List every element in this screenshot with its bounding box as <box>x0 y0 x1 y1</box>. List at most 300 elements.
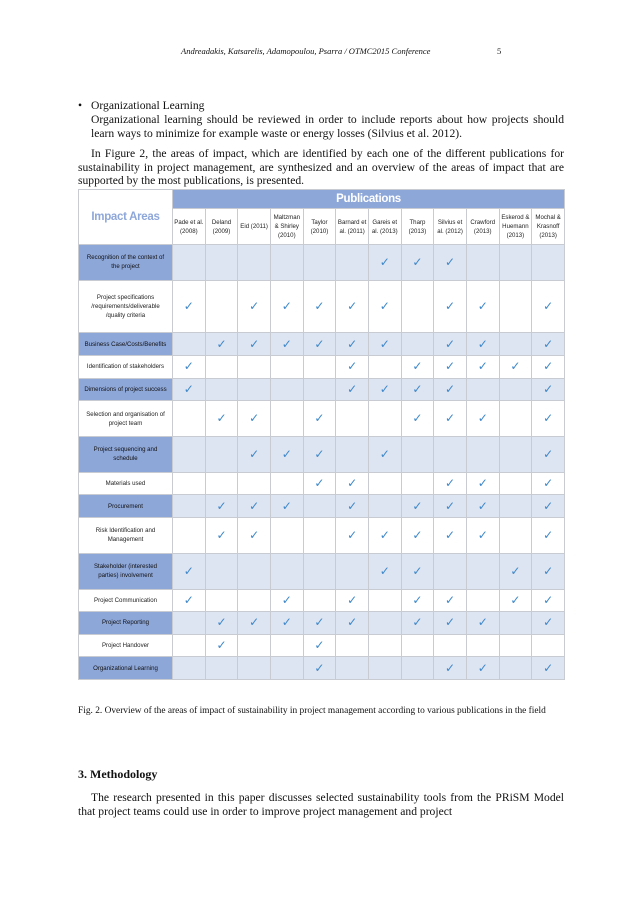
table-cell <box>434 437 467 473</box>
checkmark-icon: ✓ <box>183 299 194 314</box>
table-cell <box>336 657 369 680</box>
table-cell <box>532 333 565 356</box>
table-cell <box>205 472 238 495</box>
impact-area-label-line: Procurement <box>108 502 143 510</box>
table-cell <box>205 634 238 657</box>
table-cell <box>368 378 401 401</box>
impact-area-label <box>79 437 173 473</box>
table-cell <box>205 517 238 553</box>
checkmark-icon: ✓ <box>543 381 554 396</box>
running-title: Andreadakis, Katsarelis, Adamopoulou, Psarra / OTMC2015 Conference <box>181 46 431 56</box>
table-cell <box>336 356 369 379</box>
table-cell <box>499 437 532 473</box>
column-header-line: (2013) <box>473 227 492 235</box>
checkmark-icon: ✓ <box>543 299 554 314</box>
table-cell <box>499 657 532 680</box>
column-header-line: Taylor <box>311 218 328 226</box>
table-cell <box>532 517 565 553</box>
column-header-line: Deland <box>211 218 232 226</box>
column-header <box>368 209 401 245</box>
table-cell <box>270 495 303 518</box>
checkmark-icon: ✓ <box>412 563 423 578</box>
table-cell <box>532 245 565 281</box>
table-cell <box>466 401 499 437</box>
checkmark-icon: ✓ <box>445 660 456 675</box>
checkmark-icon: ✓ <box>445 381 456 396</box>
table-cell <box>368 517 401 553</box>
checkmark-icon: ✓ <box>183 359 194 374</box>
table-cell <box>434 280 467 333</box>
table-body <box>79 245 565 680</box>
page-number: 5 <box>497 46 502 56</box>
table-cell <box>466 657 499 680</box>
table-cell <box>499 517 532 553</box>
checkmark-icon: ✓ <box>249 299 260 314</box>
table-cell <box>466 612 499 635</box>
table-cell <box>434 472 467 495</box>
impact-area-label-line: Project Reporting <box>101 619 150 627</box>
checkmark-icon: ✓ <box>249 336 260 351</box>
column-header-line: Eskerod & <box>501 214 530 221</box>
table-cell <box>238 634 271 657</box>
table-cell <box>270 356 303 379</box>
table-cell <box>466 437 499 473</box>
table-cell <box>173 437 206 473</box>
table-cell <box>205 495 238 518</box>
table-cell <box>466 472 499 495</box>
table-cell <box>303 245 336 281</box>
checkmark-icon: ✓ <box>412 359 423 374</box>
table-cell <box>368 245 401 281</box>
table-cell <box>368 280 401 333</box>
impact-area-label <box>79 245 173 281</box>
running-header <box>0 46 638 60</box>
bullet-title: Organizational Learning <box>91 99 205 112</box>
checkmark-icon: ✓ <box>445 299 456 314</box>
table-cell <box>173 280 206 333</box>
table-cell <box>401 378 434 401</box>
checkmark-icon: ✓ <box>445 498 456 513</box>
impact-area-label <box>79 634 173 657</box>
checkmark-icon: ✓ <box>347 299 358 314</box>
table-cell <box>532 553 565 589</box>
table-cell <box>238 495 271 518</box>
impact-area-label-line: schedule <box>113 455 138 463</box>
column-header <box>466 209 499 245</box>
table-cell <box>173 401 206 437</box>
table-cell <box>532 657 565 680</box>
column-header-line: (2008) <box>180 227 198 235</box>
column-header-line: (2010) <box>310 227 329 235</box>
checkmark-icon: ✓ <box>379 446 390 461</box>
table-cell <box>336 401 369 437</box>
column-header-line: Pade et al. <box>174 218 204 226</box>
table-cell <box>303 333 336 356</box>
impact-area-label <box>79 589 173 612</box>
impact-area-label-line: the project <box>111 263 140 271</box>
table-row <box>79 612 565 635</box>
table-cell <box>205 437 238 473</box>
column-header-line: al. (2013) <box>371 227 398 235</box>
table-cell <box>173 378 206 401</box>
table-cell <box>434 553 467 589</box>
column-header <box>434 209 467 245</box>
table-cell <box>368 634 401 657</box>
table-cell <box>270 517 303 553</box>
table-cell <box>532 280 565 333</box>
table-cell <box>434 378 467 401</box>
table-cell <box>368 495 401 518</box>
impact-area-label <box>79 356 173 379</box>
table-cell <box>205 612 238 635</box>
column-header-line: (2010) <box>277 232 296 239</box>
table-cell <box>368 401 401 437</box>
table-row <box>79 356 565 379</box>
checkmark-icon: ✓ <box>379 254 390 269</box>
impact-area-label-line: project team <box>108 419 143 427</box>
checkmark-icon: ✓ <box>216 527 227 542</box>
column-header-line: Mochal & <box>535 214 561 221</box>
table-cell <box>205 280 238 333</box>
table-cell <box>368 589 401 612</box>
table-cell <box>336 472 369 495</box>
impact-area-label-line: parties) involvement <box>98 572 153 580</box>
table-cell <box>173 657 206 680</box>
table-cell <box>303 634 336 657</box>
checkmark-icon: ✓ <box>183 592 194 607</box>
table-cell <box>401 589 434 612</box>
table-cell <box>205 333 238 356</box>
bullet-paragraph: Organizational learning should be reviewed in order to include reports about how projects should learn ways to minimize for example waste or energy losses (Silvius et al. 2012). <box>91 113 564 140</box>
impact-area-label-line: /requirements/deliverable <box>91 303 160 311</box>
table-cell <box>466 356 499 379</box>
table-cell <box>532 378 565 401</box>
checkmark-icon: ✓ <box>183 563 194 578</box>
table-cell <box>173 356 206 379</box>
column-header-line: Crawford <box>470 218 496 226</box>
table-cell <box>499 634 532 657</box>
checkmark-icon: ✓ <box>281 446 292 461</box>
checkmark-icon: ✓ <box>249 446 260 461</box>
checkmark-icon: ✓ <box>445 527 456 542</box>
table-cell <box>205 553 238 589</box>
table-cell <box>368 553 401 589</box>
table-row <box>79 553 565 589</box>
table-cell <box>336 245 369 281</box>
impact-area-label-line: Project specifications <box>96 294 155 302</box>
table-cell <box>205 657 238 680</box>
column-header <box>303 209 336 245</box>
table-cell <box>303 553 336 589</box>
column-header <box>532 209 565 245</box>
table-cell <box>336 495 369 518</box>
table-cell <box>466 589 499 612</box>
impact-area-label <box>79 553 173 589</box>
table-cell <box>434 356 467 379</box>
impact-area-label-line: Recognition of the context of <box>86 254 165 262</box>
table-cell <box>401 634 434 657</box>
checkmark-icon: ✓ <box>314 638 325 652</box>
impact-area-label <box>79 495 173 518</box>
table-cell <box>336 333 369 356</box>
checkmark-icon: ✓ <box>445 336 456 351</box>
checkmark-icon: ✓ <box>412 411 423 426</box>
impact-area-label <box>79 612 173 635</box>
table-cell <box>238 553 271 589</box>
table-cell <box>173 333 206 356</box>
table-cell <box>238 378 271 401</box>
checkmark-icon: ✓ <box>249 411 260 426</box>
table-cell <box>173 589 206 612</box>
table-cell <box>434 495 467 518</box>
checkmark-icon: ✓ <box>543 563 554 578</box>
table-cell <box>303 437 336 473</box>
checkmark-icon: ✓ <box>347 527 358 542</box>
impact-area-label-line: Stakeholder (interested <box>93 563 157 571</box>
impact-area-label-line: Organizational Learning <box>93 664 158 672</box>
column-header-line: (2013) <box>539 232 557 239</box>
checkmark-icon: ✓ <box>379 299 390 314</box>
table-cell <box>303 472 336 495</box>
checkmark-icon: ✓ <box>347 498 358 513</box>
checkmark-icon: ✓ <box>445 592 456 607</box>
table-cell <box>368 437 401 473</box>
table-cell <box>532 401 565 437</box>
table-cell <box>434 245 467 281</box>
figure-caption: Fig. 2. Overview of the areas of impact of sustainability in project management according to various publications in the field <box>78 706 546 716</box>
table-row <box>79 517 565 553</box>
checkmark-icon: ✓ <box>379 381 390 396</box>
column-header <box>336 209 369 245</box>
checkmark-icon: ✓ <box>543 476 554 491</box>
checkmark-icon: ✓ <box>314 336 325 351</box>
table-cell <box>270 589 303 612</box>
checkmark-icon: ✓ <box>477 359 488 374</box>
column-header-line: Maltzman <box>273 214 300 221</box>
checkmark-icon: ✓ <box>379 336 390 351</box>
checkmark-icon: ✓ <box>510 563 521 578</box>
column-header-line: al. (2011) <box>339 227 365 235</box>
checkmark-icon: ✓ <box>543 336 554 351</box>
table-cell <box>499 472 532 495</box>
table-cell <box>532 612 565 635</box>
impact-area-label-line: Selection and organisation of <box>86 410 165 418</box>
column-header-line: (2013) <box>506 232 525 239</box>
table-cell <box>434 612 467 635</box>
table-cell <box>205 401 238 437</box>
checkmark-icon: ✓ <box>445 615 456 630</box>
table-cell <box>173 517 206 553</box>
checkmark-icon: ✓ <box>477 660 488 675</box>
checkmark-icon: ✓ <box>412 254 423 269</box>
checkmark-icon: ✓ <box>445 254 456 269</box>
checkmark-icon: ✓ <box>477 615 488 630</box>
table-cell <box>303 517 336 553</box>
impact-area-label-line: Management <box>107 536 144 544</box>
table-cell <box>434 401 467 437</box>
table-cell <box>401 333 434 356</box>
table-cell <box>499 280 532 333</box>
checkmark-icon: ✓ <box>412 498 423 513</box>
table-row <box>79 657 565 680</box>
impact-area-label-line: Business Case/Costs/Benefits <box>84 340 167 348</box>
table-cell <box>499 589 532 612</box>
table-cell <box>434 333 467 356</box>
checkmark-icon: ✓ <box>510 359 521 374</box>
impact-area-label <box>79 333 173 356</box>
table-cell <box>499 495 532 518</box>
table-row <box>79 245 565 281</box>
checkmark-icon: ✓ <box>216 638 227 652</box>
checkmark-icon: ✓ <box>543 446 554 461</box>
checkmark-icon: ✓ <box>314 446 325 461</box>
checkmark-icon: ✓ <box>249 527 260 542</box>
table-cell <box>499 553 532 589</box>
checkmark-icon: ✓ <box>379 563 390 578</box>
column-header <box>205 209 238 245</box>
checkmark-icon: ✓ <box>543 615 554 630</box>
table-cell <box>401 612 434 635</box>
checkmark-icon: ✓ <box>477 498 488 513</box>
table-cell <box>238 437 271 473</box>
table-cell <box>401 495 434 518</box>
checkmark-icon: ✓ <box>347 381 358 396</box>
checkmark-icon: ✓ <box>445 476 456 491</box>
table-cell <box>466 634 499 657</box>
impact-area-label-line: /quality criteria <box>105 312 146 320</box>
checkmark-icon: ✓ <box>543 411 554 426</box>
impact-area-label-line: Dimensions of project success <box>84 385 167 393</box>
table-cell <box>368 657 401 680</box>
table-cell <box>336 437 369 473</box>
table-cell <box>401 280 434 333</box>
column-header-line: Silvius et <box>437 218 463 226</box>
table-cell <box>336 517 369 553</box>
table-cell <box>532 437 565 473</box>
table-cell <box>532 472 565 495</box>
table-cell <box>173 612 206 635</box>
intro-paragraph: In Figure 2, the areas of impact, which are identified by each one of the different publications for sustainability in project management, are synthesized and an overview of the areas of impact that are supported by the most publications, is presented. <box>78 147 564 188</box>
table-cell <box>173 245 206 281</box>
column-header <box>173 209 206 245</box>
table-cell <box>466 495 499 518</box>
impact-area-label-line: Materials used <box>105 480 146 488</box>
impact-areas-header: Impact Areas <box>79 190 173 245</box>
section-paragraph: The research presented in this paper discusses selected sustainability tools from the PRiSM Model that project teams could use in order to improve project management and project <box>78 791 564 818</box>
column-header-line: al. (2012) <box>437 227 463 235</box>
section-title: 3. Methodology <box>78 767 158 781</box>
table-cell <box>532 495 565 518</box>
table-cell <box>238 333 271 356</box>
checkmark-icon: ✓ <box>281 498 292 513</box>
checkmark-icon: ✓ <box>347 476 358 491</box>
column-header-line: Barnard et <box>337 218 367 226</box>
checkmark-icon: ✓ <box>477 299 488 314</box>
table-cell <box>173 553 206 589</box>
table-cell <box>270 280 303 333</box>
table-row <box>79 472 565 495</box>
table-row <box>79 634 565 657</box>
table-row <box>79 378 565 401</box>
table-cell <box>368 612 401 635</box>
checkmark-icon: ✓ <box>249 615 260 630</box>
table-cell <box>238 280 271 333</box>
table-cell <box>238 517 271 553</box>
impact-area-label <box>79 657 173 680</box>
table-cell <box>499 378 532 401</box>
table-cell <box>336 589 369 612</box>
table-row <box>79 589 565 612</box>
table-cell <box>434 589 467 612</box>
impact-area-label-line: Project sequencing and <box>93 446 158 454</box>
table-cell <box>401 437 434 473</box>
checkmark-icon: ✓ <box>412 527 423 542</box>
impact-area-label-line: Identification of stakeholders <box>86 363 165 371</box>
table-cell <box>466 333 499 356</box>
checkmark-icon: ✓ <box>543 527 554 542</box>
column-header-line: Eid (2011) <box>240 223 268 230</box>
table-cell <box>303 589 336 612</box>
table-cell <box>466 378 499 401</box>
publications-header: Publications <box>173 190 565 209</box>
impact-areas-table <box>78 189 565 680</box>
table-cell <box>401 472 434 495</box>
table-cell <box>238 657 271 680</box>
column-header-line: Gareis et <box>372 218 398 226</box>
table-cell <box>368 472 401 495</box>
column-header-line: (2009) <box>212 227 231 235</box>
table-cell <box>303 280 336 333</box>
impact-area-label <box>79 401 173 437</box>
table-cell <box>401 517 434 553</box>
column-header-line: (2013) <box>408 227 427 235</box>
table-cell <box>466 553 499 589</box>
checkmark-icon: ✓ <box>281 336 292 351</box>
table-cell <box>173 472 206 495</box>
checkmark-icon: ✓ <box>281 299 292 314</box>
table-cell <box>401 356 434 379</box>
checkmark-icon: ✓ <box>543 660 554 675</box>
table-cell <box>336 378 369 401</box>
checkmark-icon: ✓ <box>477 411 488 426</box>
table-cell <box>303 495 336 518</box>
table-cell <box>303 378 336 401</box>
checkmark-icon: ✓ <box>347 359 358 374</box>
checkmark-icon: ✓ <box>314 615 325 630</box>
checkmark-icon: ✓ <box>543 359 554 374</box>
checkmark-icon: ✓ <box>347 615 358 630</box>
bullet-dot: • <box>78 99 83 112</box>
table-cell <box>238 612 271 635</box>
table-cell <box>401 401 434 437</box>
checkmark-icon: ✓ <box>412 381 423 396</box>
table-cell <box>401 657 434 680</box>
table-cell <box>238 356 271 379</box>
checkmark-icon: ✓ <box>216 411 227 426</box>
column-header-line: & Shirley <box>274 223 299 230</box>
table-cell <box>532 589 565 612</box>
table-row <box>79 333 565 356</box>
impact-area-label <box>79 517 173 553</box>
checkmark-icon: ✓ <box>281 615 292 630</box>
checkmark-icon: ✓ <box>477 476 488 491</box>
checkmark-icon: ✓ <box>445 359 456 374</box>
table-cell <box>173 495 206 518</box>
table-row <box>79 495 565 518</box>
table-cell <box>466 245 499 281</box>
table-cell <box>238 245 271 281</box>
column-header-line: Tharp <box>409 218 426 226</box>
